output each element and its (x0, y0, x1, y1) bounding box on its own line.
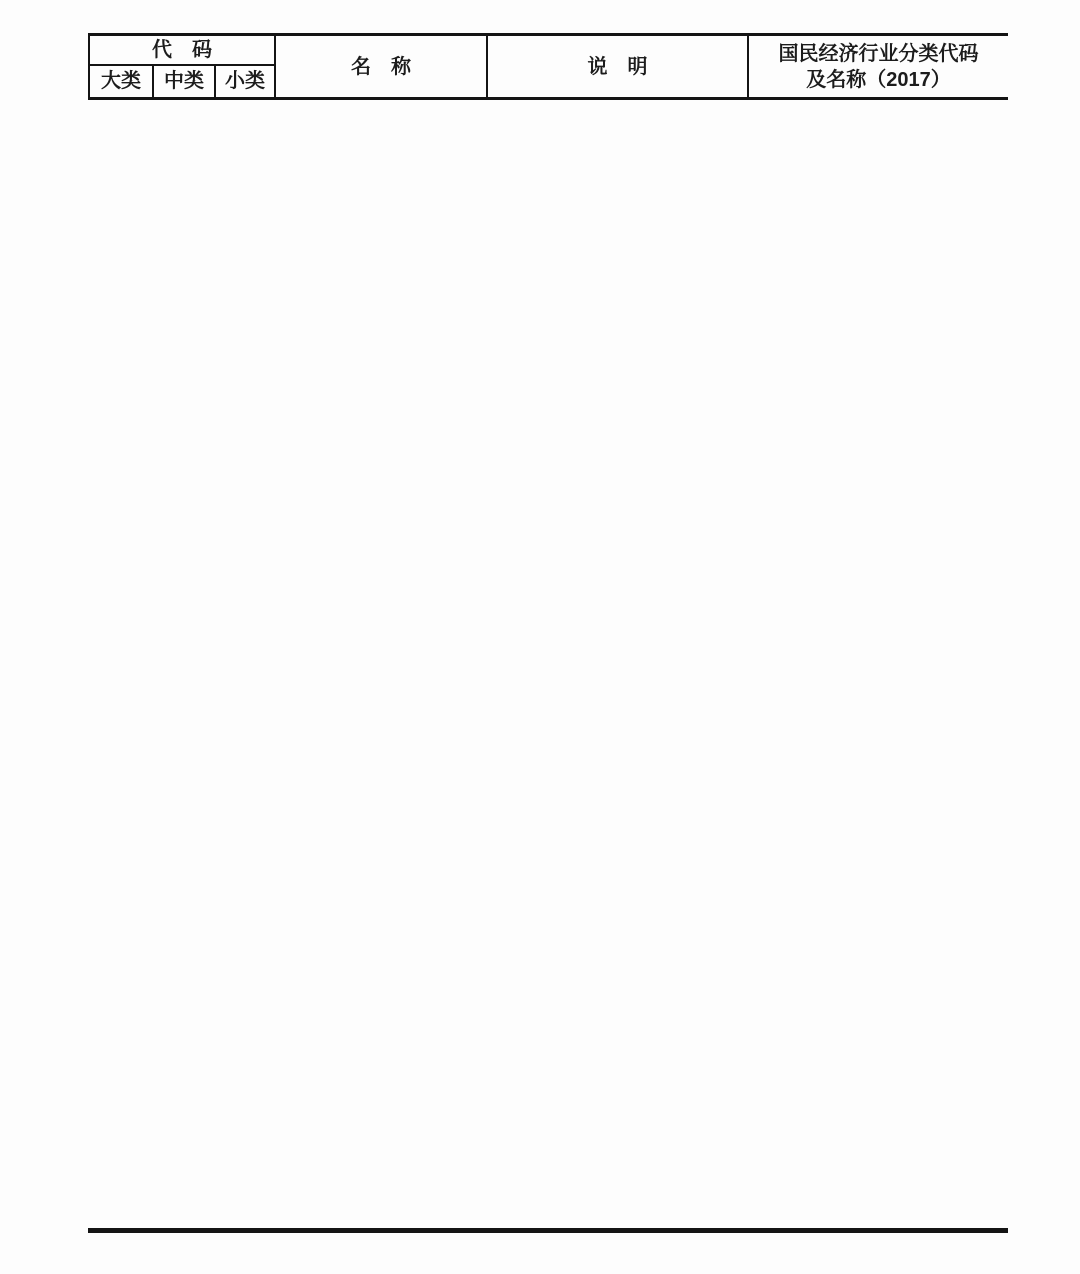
table-body (89, 99, 1008, 1227)
header-industry-ref-line1: 国民经济行业分类代码 (778, 42, 979, 65)
table-page-cut (88, 33, 1008, 1233)
header-industry-ref (748, 35, 1008, 99)
header-minor-class: 小类 (215, 65, 275, 99)
header-description: 说 明 (487, 35, 748, 99)
header-middle-class: 中类 (153, 65, 215, 99)
table-header (89, 35, 1008, 99)
header-code-group: 代 码 (89, 35, 275, 65)
classification-table (88, 33, 1008, 1228)
header-name: 名 称 (275, 35, 487, 99)
header-major-class: 大类 (89, 65, 153, 99)
header-industry-ref-line2: 及名称（2017） (806, 68, 951, 91)
